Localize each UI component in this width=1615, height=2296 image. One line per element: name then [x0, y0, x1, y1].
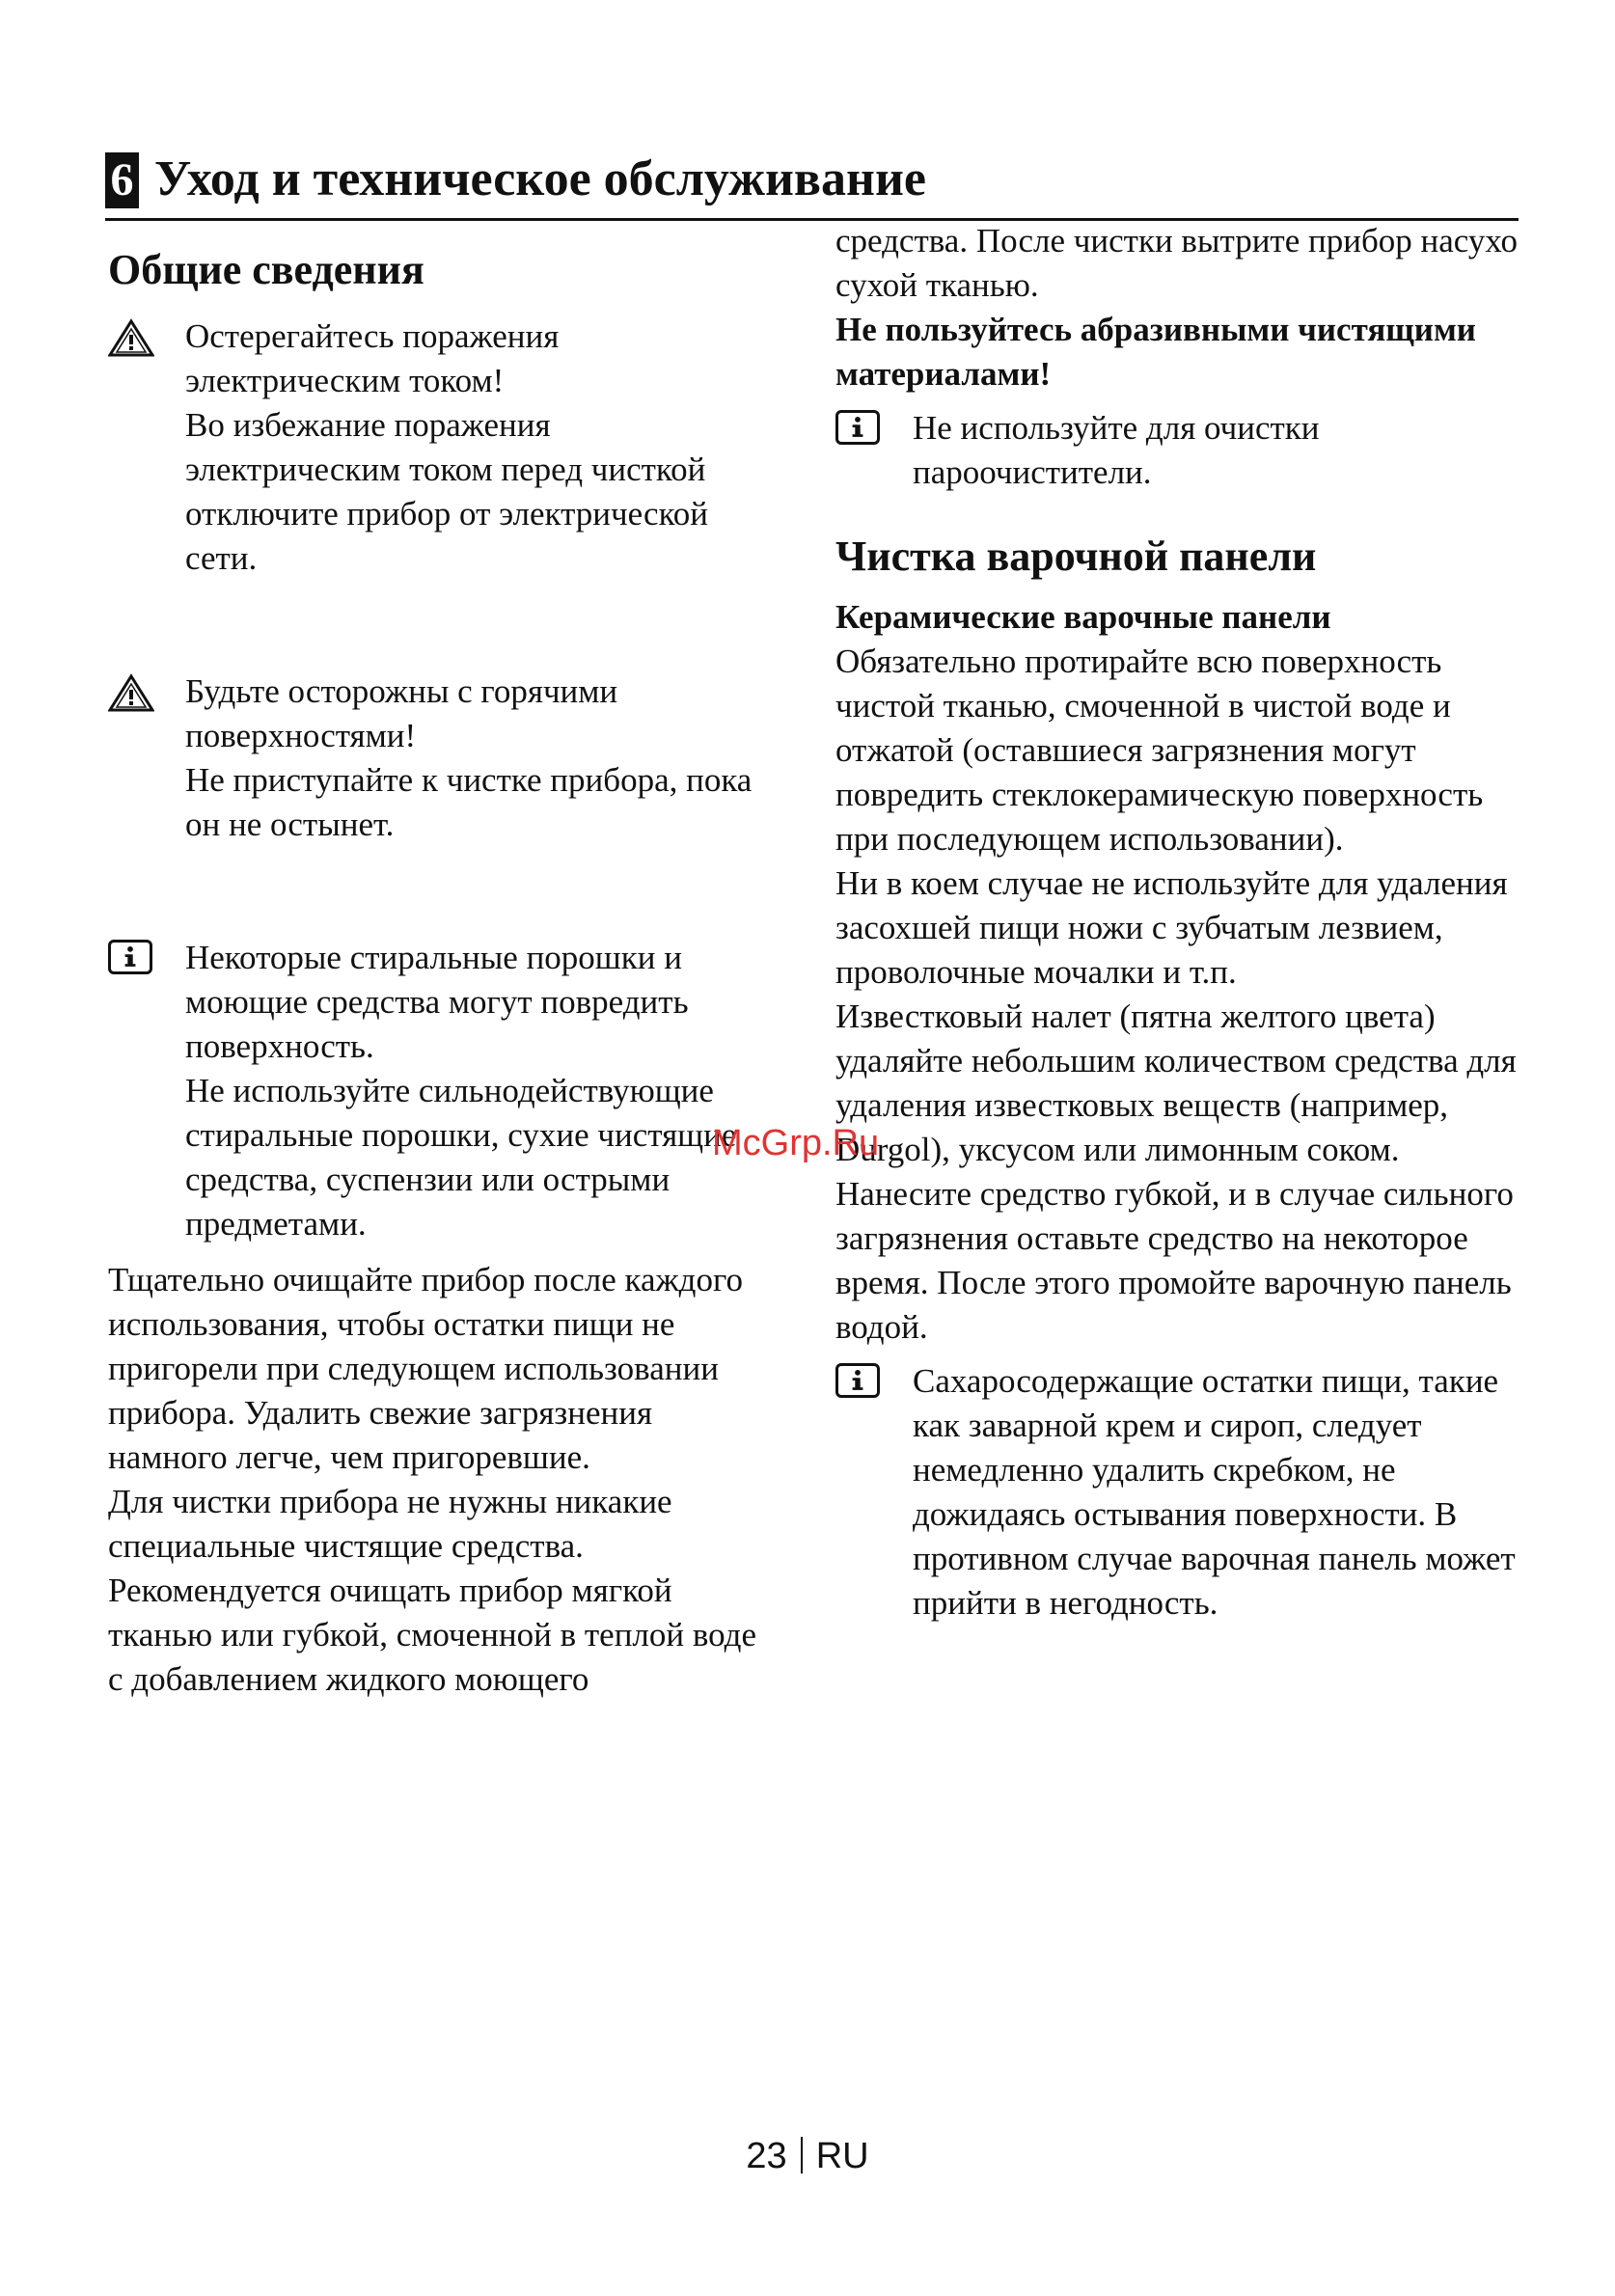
paragraph: Известковый налет (пятна желтого цвета) удаляйте небольшим количеством средства для удаления известковых веществ (например, Durgol), уксусом или лимонным соком.	[835, 998, 1517, 1168]
chapter-header	[105, 147, 1519, 221]
bold-warning: Не пользуйтесь абразивными чистящими материалами!	[835, 311, 1476, 393]
warning-text: Не приступайте к чистке прибора, пока он не остынет.	[185, 761, 753, 843]
section-heading-general: Общие сведения	[108, 246, 424, 293]
info-icon	[835, 410, 880, 445]
warning-text: Во избежание поражения электрическим током перед чисткой отключите прибор от электрической сети.	[185, 406, 709, 577]
info-text: Некоторые стиральные порошки и моющие средства могут повредить поверхность.	[185, 939, 689, 1065]
paragraph: Рекомендуется очищать прибор мягкой тканью или губкой, смоченной в теплой воде с добавлением жидкого моющего	[108, 1572, 756, 1698]
footer-separator	[801, 2137, 803, 2173]
page-footer	[0, 2132, 1615, 2180]
chapter-title: Уход и техническое обслуживание	[154, 151, 926, 206]
warning-text: Остерегайтесь поражения электрическим током!	[185, 317, 560, 399]
info-text: Не используйте сильнодействующие стиральные порошки, сухие чистящие средства, суспензии или острыми предметами.	[185, 1072, 737, 1243]
warning-text: Будьте осторожны с горячими поверхностями!	[185, 672, 618, 754]
info-note-detergents	[108, 936, 774, 1246]
chapter-number: 6	[105, 152, 139, 208]
info-text: Не используйте для очистки пароочистители.	[913, 409, 1320, 491]
info-note-sugar	[835, 1359, 1530, 1626]
watermark: McGrp.Ru	[712, 1123, 880, 1163]
info-note-steam	[835, 406, 1530, 495]
warning-triangle-icon	[108, 318, 154, 369]
info-text: Сахаросодержащие остатки пищи, такие как заварной крем и сироп, следует немедленно удалить скребком, не дожидаясь остывания поверхности. В противном случае варочная панель может прийти в негодность.	[913, 1362, 1516, 1622]
section-heading-hob: Чистка варочной панели	[835, 533, 1317, 580]
info-icon	[108, 940, 152, 974]
warning-triangle-icon	[108, 673, 154, 724]
language-code: RU	[815, 2136, 869, 2176]
subsection-heading: Керамические варочные панели	[835, 598, 1331, 636]
paragraph: Нанесите средство губкой, и в случае сильного загрязнения оставьте средство на некоторое время. После этого промойте варочную панель водой.	[835, 1175, 1514, 1346]
paragraph-continued: средства. После чистки вытрите прибор насухо сухой тканью.	[835, 222, 1519, 304]
warning-note-electric	[108, 314, 774, 581]
page-number: 23	[746, 2136, 787, 2176]
paragraph: Обязательно протирайте всю поверхность чистой тканью, смоченной в чистой воде и отжатой (оставшиеся загрязнения могут повредить стеклокерамическую поверхность при последующем использовании).	[835, 642, 1484, 858]
paragraph: Ни в коем случае не используйте для удаления засохшей пищи ножи с зубчатым лезвием, проволочные мочалки и т.п.	[835, 864, 1508, 991]
paragraph: Тщательно очищайте прибор после каждого использования, чтобы остатки пищи не пригорели при следующем использовании прибора. Удалить свежие загрязнения намного легче, чем пригоревшие.	[108, 1261, 743, 1476]
paragraph: Для чистки прибора не нужны никакие специальные чистящие средства.	[108, 1483, 672, 1565]
warning-note-hot	[108, 670, 774, 847]
left-column	[108, 243, 774, 1702]
info-icon	[835, 1363, 880, 1398]
right-column	[835, 219, 1530, 1626]
